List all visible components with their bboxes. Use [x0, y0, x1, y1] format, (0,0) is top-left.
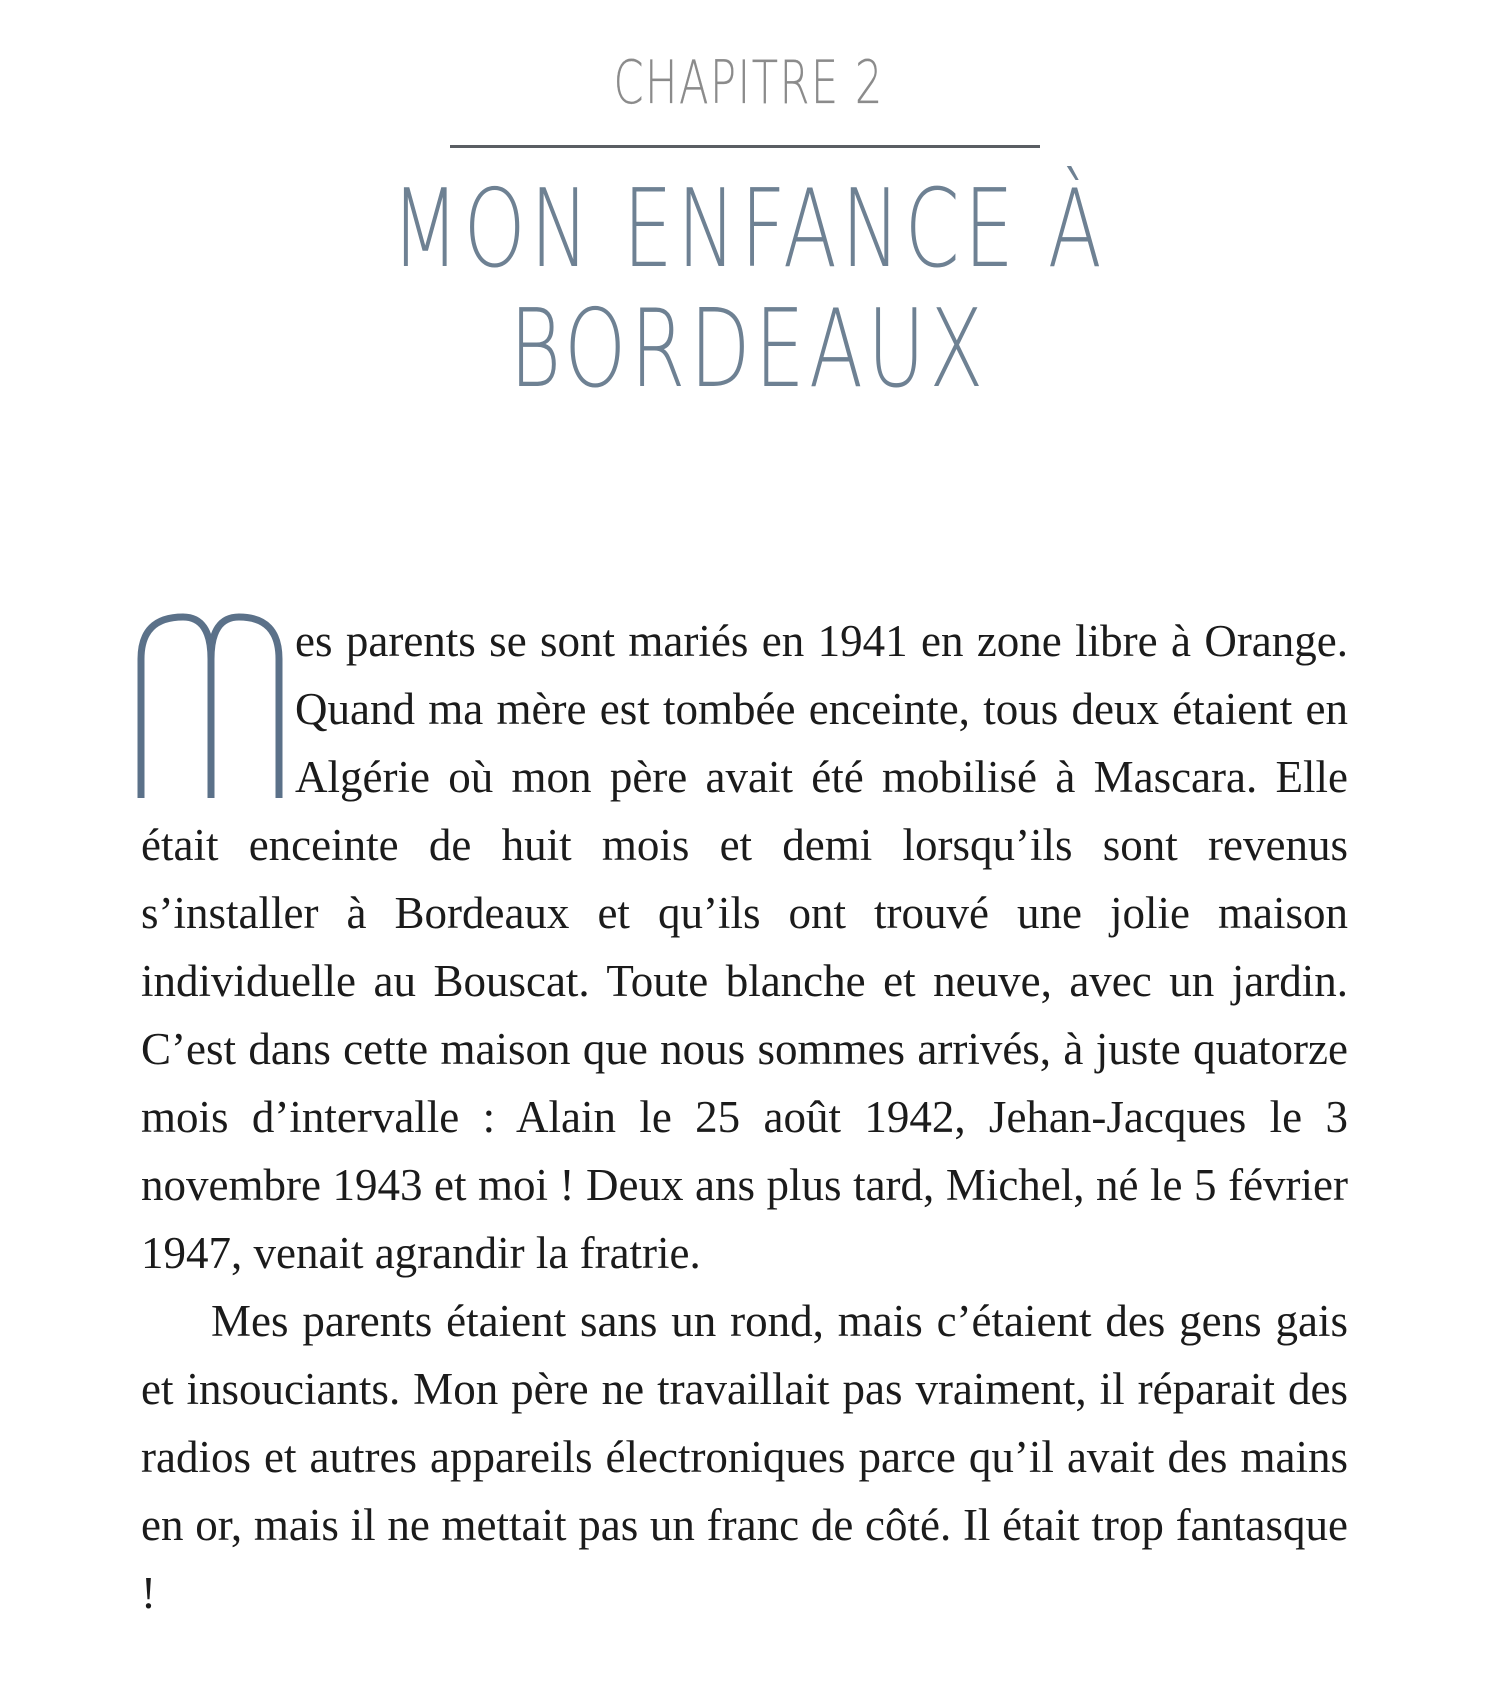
chapter-body [141, 607, 1348, 1627]
paragraph-1-text: es parents se sont mariés en 1941 en zone libre à Orange. Quand ma mère est tombée enceinte, tous deux étaient en Algérie où mon père avait été mobilisé à Mascara. Elle était enceinte de huit mois et demi lorsqu’ils sont revenus s’installer à Bordeaux et qu’ils ont trouvé une jolie maison individuelle au Bouscat. Toute blanche et neuve, avec un jardin. C’est dans cette maison que nous sommes arrivés, à juste quatorze mois d’intervalle : Alain le 25 août 1942, Jehan-Jacques le 3 novembre 1943 et moi ! Deux ans plus tard, Michel, né le 5 février 1947, venait agrandir la fratrie. [141, 616, 1348, 1278]
paragraph-1 [141, 607, 1348, 1287]
chapter-title: MON ENFANCE À BORDEAUX [391, 167, 1107, 412]
paragraph-2: Mes parents étaient sans un rond, mais c’étaient des gens gais et insouciants. Mon père ne travaillait pas vraiment, il réparait des radios et autres appareils électroniques parce qu’il avait des mains en or, mais il ne mettait pas un franc de côté. Il était trop fantasque ! [141, 1296, 1348, 1618]
drop-cap-m-glyph [137, 613, 285, 798]
chapter-label: CHAPITRE 2 [613, 48, 884, 118]
chapter-divider [450, 145, 1040, 148]
drop-cap [137, 613, 285, 798]
